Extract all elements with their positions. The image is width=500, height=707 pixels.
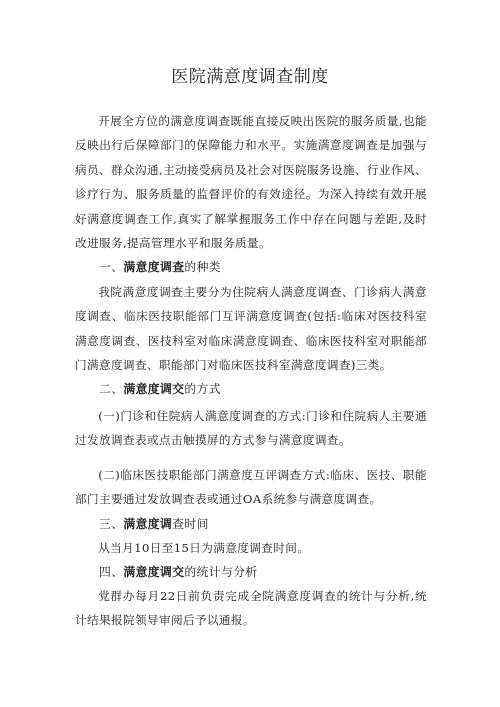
section-1-number: 一、 <box>99 260 124 274</box>
section-1-body: 我院满意度调查主要分为住院病人满意度调查、门诊病人满意度调查、临床医技职能部门互评满意度调查(包括:临床对医技科室满意度调查、医技科室对临床满意度调查、临床医技科室对职能部门满意度调查、职能部门对临床医技科室满意度调查)三类。 <box>75 285 427 373</box>
section-1-heading <box>99 257 429 277</box>
section-3-number: 三、 <box>99 517 124 531</box>
section-2-number: 二、 <box>99 382 124 396</box>
section-3-heading-suffix: 查时间 <box>172 517 209 531</box>
section-2-item-1: (一)门诊和住院病人满意度调查的方式:门诊和住院病人主要通过发放调查表或点击触摸屏的方式参与满意度调查。 <box>75 409 427 448</box>
intro-paragraph: 开展全方位的满意度调查既能直接反映出医院的服务质量,也能反映出行后保障部门的保障能力和水平。实施满意度调查是加强与病员、群众沟通,主动接受病员及社会对医院服务设施、行业作风、诊疗行为、服务质量的监督评价的有效途径。为深入持续有效开展好满意度调查工作,真实了解掌握服务工作中存在问题与差距,及时改进服务,提高管理水平和服务质量。 <box>75 114 427 251</box>
section-2-heading-suffix: 的方式 <box>184 382 221 396</box>
section-2-item-2: (二)临床医技职能部门满意度互评调查方式:临床、医技、职能部门主要通过发放调查表或通过OA系统参与满意度调查。 <box>75 468 427 507</box>
section-4-number: 四、 <box>99 565 124 579</box>
section-1-heading-bold: 满意度调查 <box>123 260 185 274</box>
section-2-heading-bold: 满意度调交 <box>123 382 185 396</box>
section-3-heading-bold: 满意度调 <box>123 517 173 531</box>
section-4-heading-suffix: 的统计与分析 <box>184 565 258 579</box>
section-3-heading <box>99 514 429 534</box>
document-title: 医院满意度调查制度 <box>171 67 329 87</box>
section-1-heading-suffix: 的种类 <box>184 260 221 274</box>
section-4-body: 党群办每月22日前负责完成全院满意度调查的统计与分析,统计结果报院领导审阅后予以通报。 <box>75 589 427 628</box>
section-4-heading <box>99 562 429 582</box>
section-4-heading-bold: 满意度调交 <box>123 565 185 579</box>
section-3-body: 从当月10日至15日为满意度调查时间。 <box>98 541 310 555</box>
section-2-heading <box>99 379 429 399</box>
